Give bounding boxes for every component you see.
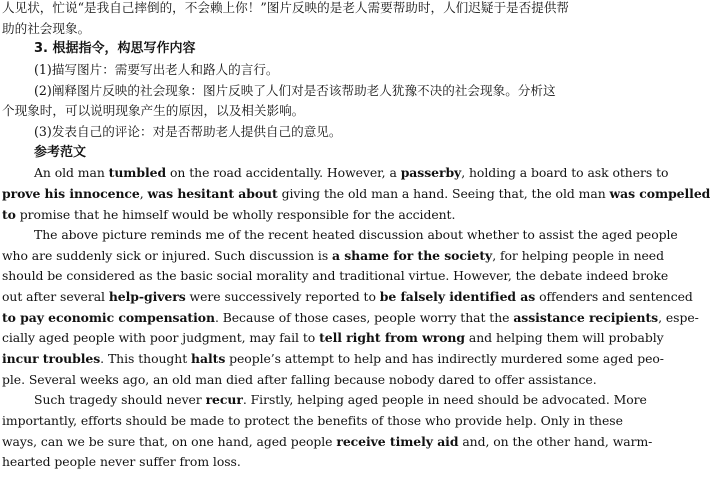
essay-line: incur troubles. This thought halts people’s attempt to help and has indirectly murdered some aged peo- [2, 351, 664, 366]
instruction-item-1: (1)描写图片：需要写出老人和路人的言行。 [34, 62, 279, 77]
essay-line: An old man tumbled on the road accidentally. However, a passerby, holding a board to ask others to [34, 165, 669, 180]
essay-line: who are suddenly sick or injured. Such discussion is a shame for the society, for helping people in need [2, 248, 664, 263]
intro-line-1: 人见状，忙说“是我自己摔倒的，不会赖上你！”图片反映的是老人需要帮助时，人们迟疑于是否提供帮 [2, 0, 570, 15]
essay-line: ways, can we be sure that, on one hand, aged people receive timely aid and, on the other hand, warm- [2, 434, 653, 449]
essay-line: ple. Several weeks ago, an old man died after falling because nobody dared to offer assistance. [2, 372, 597, 387]
instructions-heading: 3. 根据指令，构思写作内容 [34, 41, 196, 56]
essay-title: 参考范文 [34, 145, 87, 160]
essay-line: to promise that he himself would be wholly responsible for the accident. [2, 207, 456, 222]
instruction-item-3: (3)发表自己的评论：对是否帮助老人提供自己的意见。 [34, 124, 342, 139]
essay-line: The above picture reminds me of the recent heated discussion about whether to assist the aged people [34, 227, 678, 242]
essay-line: cially aged people with poor judgment, may fail to tell right from wrong and helping them will probably [2, 330, 664, 345]
intro-line-2: 助的社会现象。 [2, 21, 91, 36]
essay-line: to pay economic compensation. Because of those cases, people worry that the assistance recipients, espe- [2, 310, 699, 325]
essay-line: prove his innocence, was hesitant about giving the old man a hand. Seeing that, the old man was compelled [2, 186, 710, 201]
essay-line: should be considered as the basic social morality and traditional virtue. However, the debate indeed broke [2, 268, 669, 283]
essay-line: hearted people never suffer from loss. [2, 454, 241, 469]
essay-line: Such tragedy should never recur. Firstly, helping aged people in need should be advocated. More [34, 392, 647, 407]
instruction-item-2: (2)阐释图片反映的社会现象：图片反映了人们对是否该帮助老人犹豫不决的社会现象。分析这 [34, 83, 556, 98]
essay-line: importantly, efforts should be made to protect the benefits of those who provide help. Only in these [2, 413, 623, 428]
instruction-item-2-cont: 个现象时，可以说明现象产生的原因，以及相关影响。 [2, 103, 305, 118]
essay-line: out after several help-givers were successively reported to be falsely identified as offenders and sentenced [2, 289, 693, 304]
